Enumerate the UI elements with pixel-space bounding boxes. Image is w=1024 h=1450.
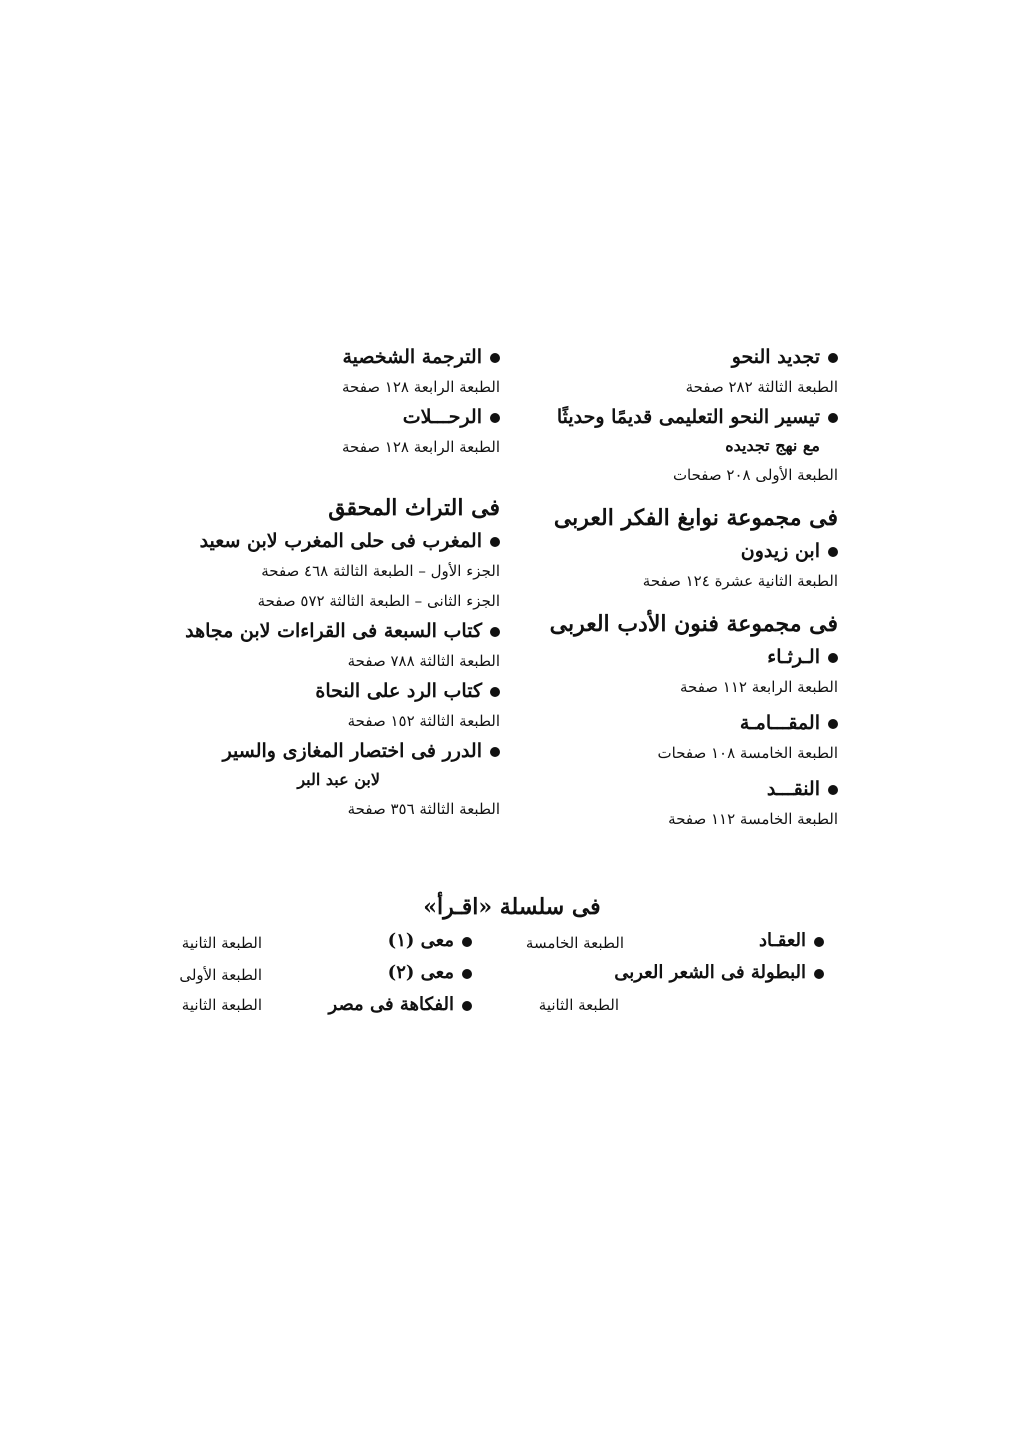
bullet-icon: [490, 537, 500, 547]
book-item: [528, 642, 838, 672]
book-item: [175, 676, 500, 706]
book-edition: الطبعة الثالثة ٧٨٨ صفحة: [347, 652, 500, 670]
bullet-icon: [462, 937, 472, 947]
bullet-icon: [490, 627, 500, 637]
book-edition: الطبعة الأولى ٢٠٨ صفحات: [672, 466, 838, 484]
series-item: [329, 994, 472, 1015]
book-edition: الطبعة الثالثة ٣٥٦ صفحة: [347, 800, 500, 818]
series-edition: الطبعة الخامسة: [525, 934, 624, 952]
book-title: كتاب الرد على النحاة: [315, 680, 482, 702]
left-column: [175, 342, 500, 824]
series-book-title: الفكاهة فى مصر: [328, 994, 454, 1015]
series-edition: الطبعة الثانية: [181, 934, 262, 952]
series-item: [388, 930, 472, 951]
book-title: النقـــد: [766, 778, 820, 800]
book-subtitle: لابن عبد البر: [297, 770, 380, 789]
right-column: [528, 342, 838, 834]
series-edition: الطبعة الثانية: [181, 996, 262, 1014]
series-item: [759, 930, 824, 951]
series-book-title: معى (١): [387, 930, 454, 951]
book-title: ابن زيدون: [740, 540, 820, 562]
book-title: الترجمة الشخصية: [342, 346, 482, 368]
book-edition: الجزء الثانى – الطبعة الثالثة ٥٧٢ صفحة: [257, 592, 500, 610]
bullet-icon: [814, 969, 824, 979]
series-edition: الطبعة الأولى: [179, 966, 262, 984]
series-item: [614, 962, 824, 983]
book-item: [175, 342, 500, 372]
series-book-title: البطولة فى الشعر العربى: [614, 962, 806, 983]
book-item: [528, 774, 838, 804]
book-title: المقـــامـة: [739, 712, 820, 734]
book-edition: الطبعة الثالثة ٢٨٢ صفحة: [685, 378, 838, 396]
bullet-icon: [828, 719, 838, 729]
book-title: الدرر فى اختصار المغازى والسير: [222, 740, 482, 762]
bullet-icon: [462, 969, 472, 979]
book-edition: الطبعة الخامسة ١١٢ صفحة: [668, 810, 838, 828]
bullet-icon: [490, 687, 500, 697]
book-item: [528, 536, 838, 566]
bullet-icon: [828, 785, 838, 795]
series-item: [388, 962, 472, 983]
bullet-icon: [490, 353, 500, 363]
book-edition: الطبعة الثانية عشرة ١٢٤ صفحة: [642, 572, 838, 590]
bullet-icon: [490, 747, 500, 757]
section-heading: فى مجموعة نوابغ الفكر العربى: [553, 505, 838, 531]
bullet-icon: [828, 353, 838, 363]
book-title: تجديد النحو: [731, 346, 820, 368]
book-title: المغرب فى حلى المغرب لابن سعيد: [199, 530, 482, 552]
series-book-title: معى (٢): [387, 962, 454, 983]
book-item: [175, 402, 500, 432]
book-item: [528, 708, 838, 738]
book-edition: الطبعة الرابعة ١٢٨ صفحة: [341, 438, 500, 456]
book-subtitle: مع نهج تجديده: [725, 436, 820, 455]
book-title: كتاب السبعة فى القراءات لابن مجاهد: [185, 620, 482, 642]
section-heading: فى مجموعة فنون الأدب العربى: [549, 611, 838, 637]
book-item: [528, 402, 838, 432]
book-edition: الطبعة الثالثة ١٥٢ صفحة: [347, 712, 500, 730]
book-edition: الطبعة الخامسة ١٠٨ صفحات: [657, 744, 838, 762]
book-item: [528, 342, 838, 372]
series-edition: الطبعة الثانية: [538, 996, 619, 1014]
bullet-icon: [814, 937, 824, 947]
series-heading: فى سلسلة «اقـرأ»: [423, 894, 601, 920]
series-book-title: العقـاد: [758, 930, 806, 951]
book-title: تيسير النحو التعليمى قديمًا وحديثًا: [556, 406, 820, 428]
bullet-icon: [828, 413, 838, 423]
book-item: [175, 616, 500, 646]
book-title: الرحـــلات: [402, 406, 482, 428]
book-edition: الجزء الأول – الطبعة الثالثة ٤٦٨ صفحة: [261, 562, 500, 580]
book-item: [175, 736, 500, 766]
bullet-icon: [462, 1001, 472, 1011]
book-title: الـرثـاء: [767, 646, 820, 668]
section-heading: فى التراث المحقق: [328, 495, 500, 521]
book-edition: الطبعة الرابعة ١١٢ صفحة: [679, 678, 838, 696]
book-item: [175, 526, 500, 556]
bullet-icon: [828, 653, 838, 663]
bullet-icon: [490, 413, 500, 423]
book-edition: الطبعة الرابعة ١٢٨ صفحة: [341, 378, 500, 396]
bullet-icon: [828, 547, 838, 557]
